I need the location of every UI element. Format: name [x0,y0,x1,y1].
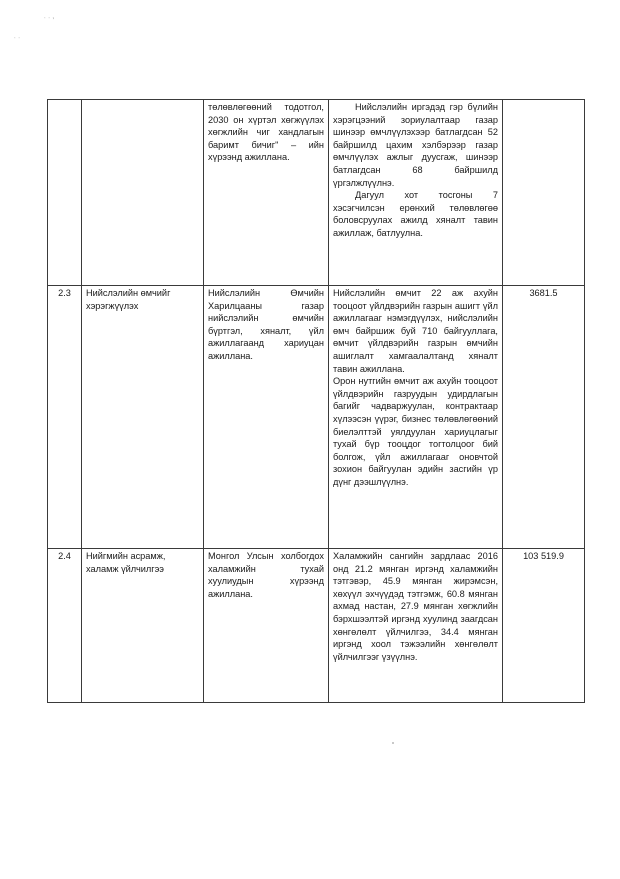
budget-cell: 3681.5 [503,286,585,549]
table-row [48,549,585,703]
table-row [48,286,585,549]
budget-cell [503,100,585,286]
measure-paragraph: Орон нутгийн өмчит аж ахуйн тооцоот үйлдвэрийн газруудын удирдлагын багийг чадваржуулан, контрактаар хүлээсэн үүрэг, бизнес төлөвлөгөөний биелэлттэй уялдуулан хариуцлагыг тухай бүр тооцдог тогтолцоог бий болгож, үйл ажиллагааг оновчтой зохион байгуулан эдийн засгийн үр дүнг дээшлүүлнэ. [333,376,498,487]
program-name: Нийслэлийн өмчийг хэрэгжүүлэх [82,286,204,549]
scan-mark: ˙ ˙ [14,38,21,45]
row-number [48,100,82,286]
objective-cell: Нийслэлийн Өмчийн Харилцааны газар нийслэлийн өмчийн бүртгэл, хяналт, үйл ажиллагаанд хариуцан ажиллана. [204,286,329,549]
objective-cell: Монгол Улсын холбогдох халамжийн тухай хуулиудын хүрээнд ажиллана. [204,549,329,703]
table-row [48,100,585,286]
measure-paragraph: Нийслэлийн өмчит 22 аж ахуйн тооцоот үйлдвэрийн газрын ашигт үйл ажиллагааг нэмэгдүүлэх, нийслэлийн өмч байршиж буй 710 байгууллага, өмчит үйлдвэрийн газрын өмчийн ашиглалт хамгаалалтанд хяналт тавин ажиллана. [333,288,498,374]
measures-cell [329,100,503,286]
scan-speck [392,742,394,744]
measure-paragraph: Халамжийн сангийн зардлаас 2016 онд 21.2 мянган иргэнд халамжийн тэтгэвэр, 45.9 мянган жирэмсэн, хөхүүл эхчүүдэд тэтгэмж, 60.8 мянган ахмад настан, 27.9 мянган хөгжлийн бэрхшээлтэй иргэнд хуулинд заагдсан хөнгөлөлт үйлчилгээ, 34.4 мянган иргэнд хоол тэжээлийн хөнгөлөлт үйлчилгээг үзүүлнэ. [333,551,498,662]
budget-cell: 103 519.9 [503,549,585,703]
measures-cell [329,286,503,549]
program-name: Нийгмийн асрамж, халамж үйлчилгээ [82,549,204,703]
action-plan-table [47,99,585,703]
row-number: 2.3 [48,286,82,549]
scan-mark: ˙ ˙ ʼ [44,18,55,25]
program-name [82,100,204,286]
objective-cell: төлөвлөгөөний тодотгол, 2030 он хүртэл хөгжүүлэх хөгжлийн чиг хандлагын баримт бичиг" – ийн хүрээнд ажиллана. [204,100,329,286]
row-number: 2.4 [48,549,82,703]
measures-cell [329,549,503,703]
measure-paragraph: Нийслэлийн иргэдэд гэр бүлийн хэрэгцээний зориулалтаар газар шинээр өмчлүүлэхээр батлагдсан 52 байршилд цахим хэлбэрээр газар өмчлүүлэх ажлыг дуусгаж, шинээр батлагдсан 68 байршилд үргэлжлүүлнэ. [333,102,498,188]
measure-paragraph: Дагуул хот тосгоны 7 хэсэгчилсэн ерөнхий төлөвлөгөө боловсруулах ажилд хяналт тавин ажиллаж, батлуулна. [333,190,498,238]
